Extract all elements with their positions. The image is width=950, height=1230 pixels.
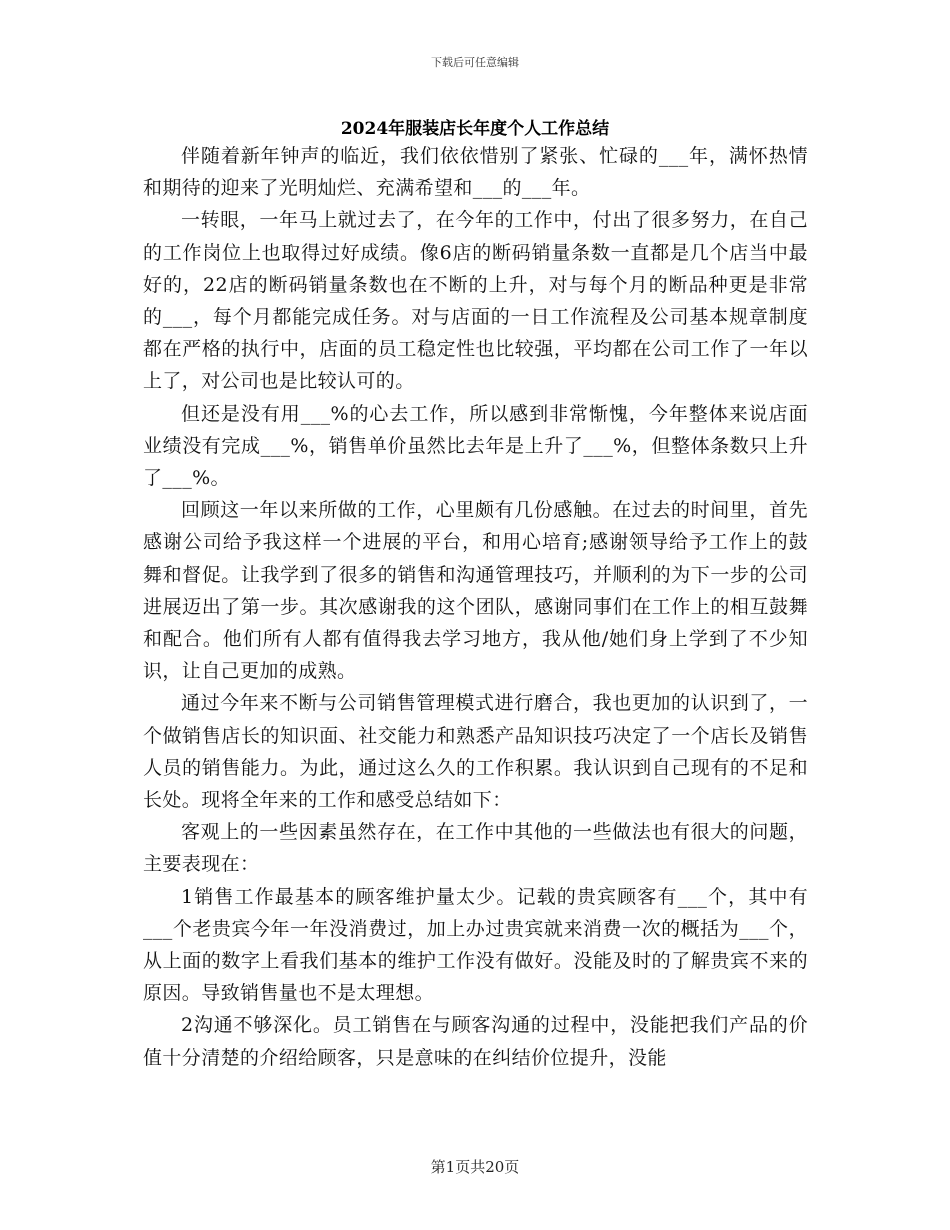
page-header-note: 下载后可任意编辑 (431, 56, 519, 69)
document-body (143, 140, 808, 1074)
paragraph: 通过今年来不断与公司销售管理模式进行磨合，我也更加的认识到了，一个做销售店长的知识面、社交能力和熟悉产品知识技巧决定了一个店长及销售人员的销售能力。为此，通过这么久的工作积累。我认识到自己现有的不足和长处。现将全年来的工作和感受总结如下： (143, 692, 808, 812)
document-title: 2024年服装店长年度个人工作总结 (340, 119, 610, 139)
paragraph: 1销售工作最基本的顾客维护量太少。记载的贵宾顾客有___个，其中有___个老贵宾今年一年没消费过，加上办过贵宾就来消费一次的概括为___个，从上面的数字上看我们基本的维护工作没有做好。没能及时的了解贵宾不来的原因。导致销售量也不是太理想。 (143, 885, 808, 1005)
paragraph: 2沟通不够深化。员工销售在与顾客沟通的过程中，没能把我们产品的价值十分清楚的介绍给顾客，只是意味的在纠结价位提升，没能 (143, 1014, 808, 1069)
paragraph: 伴随着新年钟声的临近，我们依依惜别了紧张、忙碌的___年，满怀热情和期待的迎来了光明灿烂、充满希望和___的___年。 (143, 145, 808, 200)
paragraph: 客观上的一些因素虽然存在，在工作中其他的一些做法也有很大的问题，主要表现在： (143, 821, 808, 876)
paragraph: 一转眼，一年马上就过去了，在今年的工作中，付出了很多努力，在自己的工作岗位上也取得过好成绩。像6店的断码销量条数一直都是几个店当中最好的，22店的断码销量条数也在不断的上升，对与每个月的断品种更是非常的___，每个月都能完成任务。对与店面的一日工作流程及公司基本规章制度都在严格的执行中，店面的员工稳定性也比较强，平均都在公司工作了一年以上了，对公司也是比较认可的。 (143, 209, 808, 393)
page-number-footer: 第1页共20页 (430, 1158, 520, 1176)
paragraph: 回顾这一年以来所做的工作，心里颇有几份感触。在过去的时间里，首先感谢公司给予我这样一个进展的平台，和用心培育;感谢领导给予工作上的鼓舞和督促。让我学到了很多的销售和沟通管理技巧，并顺利的为下一步的公司进展迈出了第一步。其次感谢我的这个团队，感谢同事们在工作上的相互鼓舞和配合。他们所有人都有值得我去学习地方，我从他/她们身上学到了不少知识，让自己更加的成熟。 (143, 499, 808, 683)
paragraph: 但还是没有用___%的心去工作，所以感到非常惭愧，今年整体来说店面业绩没有完成___%，销售单价虽然比去年是上升了___%，但整体条数只上升了___%。 (143, 402, 808, 490)
